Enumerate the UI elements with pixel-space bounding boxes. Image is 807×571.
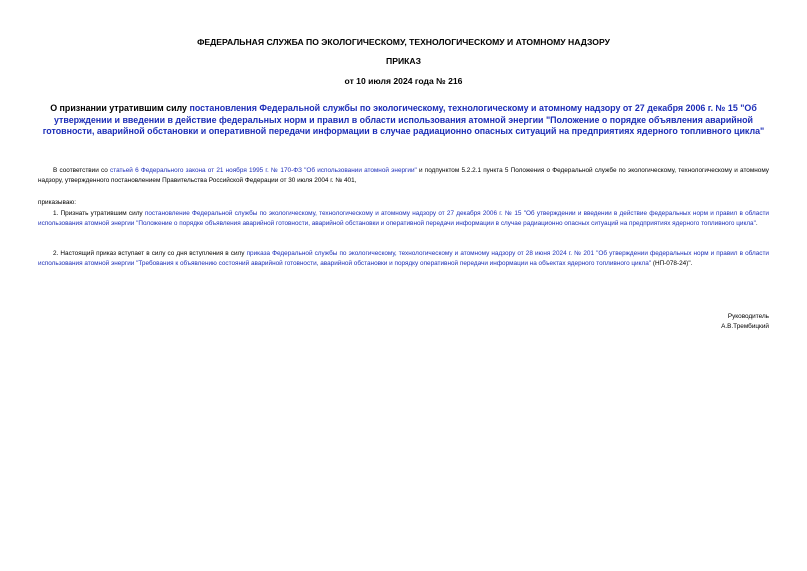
- item2-text-1: 2. Настоящий приказ вступает в силу со дня вступления в силу: [53, 250, 247, 257]
- signature-block: [721, 312, 769, 331]
- order-word: приказываю:: [38, 199, 76, 206]
- basis-law-link[interactable]: статьей 6 Федерального закона от 21 ноября 1995 г. № 170-ФЗ "Об использовании атомной энергии": [110, 167, 417, 174]
- agency-name: ФЕДЕРАЛЬНАЯ СЛУЖБА ПО ЭКОЛОГИЧЕСКОМУ, ТЕХНОЛОГИЧЕСКОМУ И АТОМНОМУ НАДЗОРУ: [197, 37, 610, 47]
- title-prefix: О признании утратившим силу: [50, 103, 190, 113]
- signatory-position: Руководитель: [727, 313, 769, 320]
- document-title: [38, 103, 769, 138]
- item1-text-2: .: [755, 219, 758, 227]
- item2-text-2: (НП-078-24)".: [651, 259, 693, 267]
- paragraph-basis: [38, 166, 769, 185]
- paragraph-item-2: [38, 249, 769, 268]
- document-date-number: от 10 июля 2024 года № 216: [344, 76, 463, 86]
- document-type: ПРИКАЗ: [386, 56, 421, 66]
- item1-text-1: 1. Признать утратившим силу: [53, 210, 145, 217]
- item1-link[interactable]: постановление Федеральной службы по экологическому, технологическому и атомному надзору от 27 декабря 2006 г. № 15 "Об утверждении и введении в действие федеральных норм и правил в области использования атомной энергии "Положение о порядке объявления аварийной готовности, аварийной обстановки и оперативной передачи информации в случае радиационно опасных ситуаций на предприятиях ядерного топливного цикла": [38, 210, 770, 227]
- basis-text-2: и подпунктом 5.2.2.1 пункта 5 Положения о Федеральной службе по экологическому, технологическому и атомному надзору, утвержденного постановлением Правительства Российской Федерации от 30 июля 2004 г. № 401,: [38, 167, 769, 184]
- signatory-name: А.В.Трембицкий: [721, 322, 769, 330]
- basis-text-1: В соответствии со: [53, 167, 111, 174]
- title-link[interactable]: постановления Федеральной службы по экологическому, технологическому и атомному надзору от 27 декабря 2006 г. № 15 "Об утверждении и введении в действие федеральных норм и правил в области использования атомной энергии "Положение о порядке объявления аварийной готовности, аварийной обстановки и оперативной передачи информации в случае радиационно опасных ситуаций на предприятиях ядерного топливного цикла": [42, 103, 765, 136]
- paragraph-item-1: [38, 209, 769, 228]
- item2-link[interactable]: приказа Федеральной службы по экологическому, технологическому и атомному надзору от 28 июня 2024 г. № 201 "Об утверждении федеральных норм и правил в области использования атомной энергии "Требования к объявлению состояний аварийной готовности, аварийной обстановки и порядку оперативной передачи информации на объектах ядерного топливного цикла": [38, 250, 769, 267]
